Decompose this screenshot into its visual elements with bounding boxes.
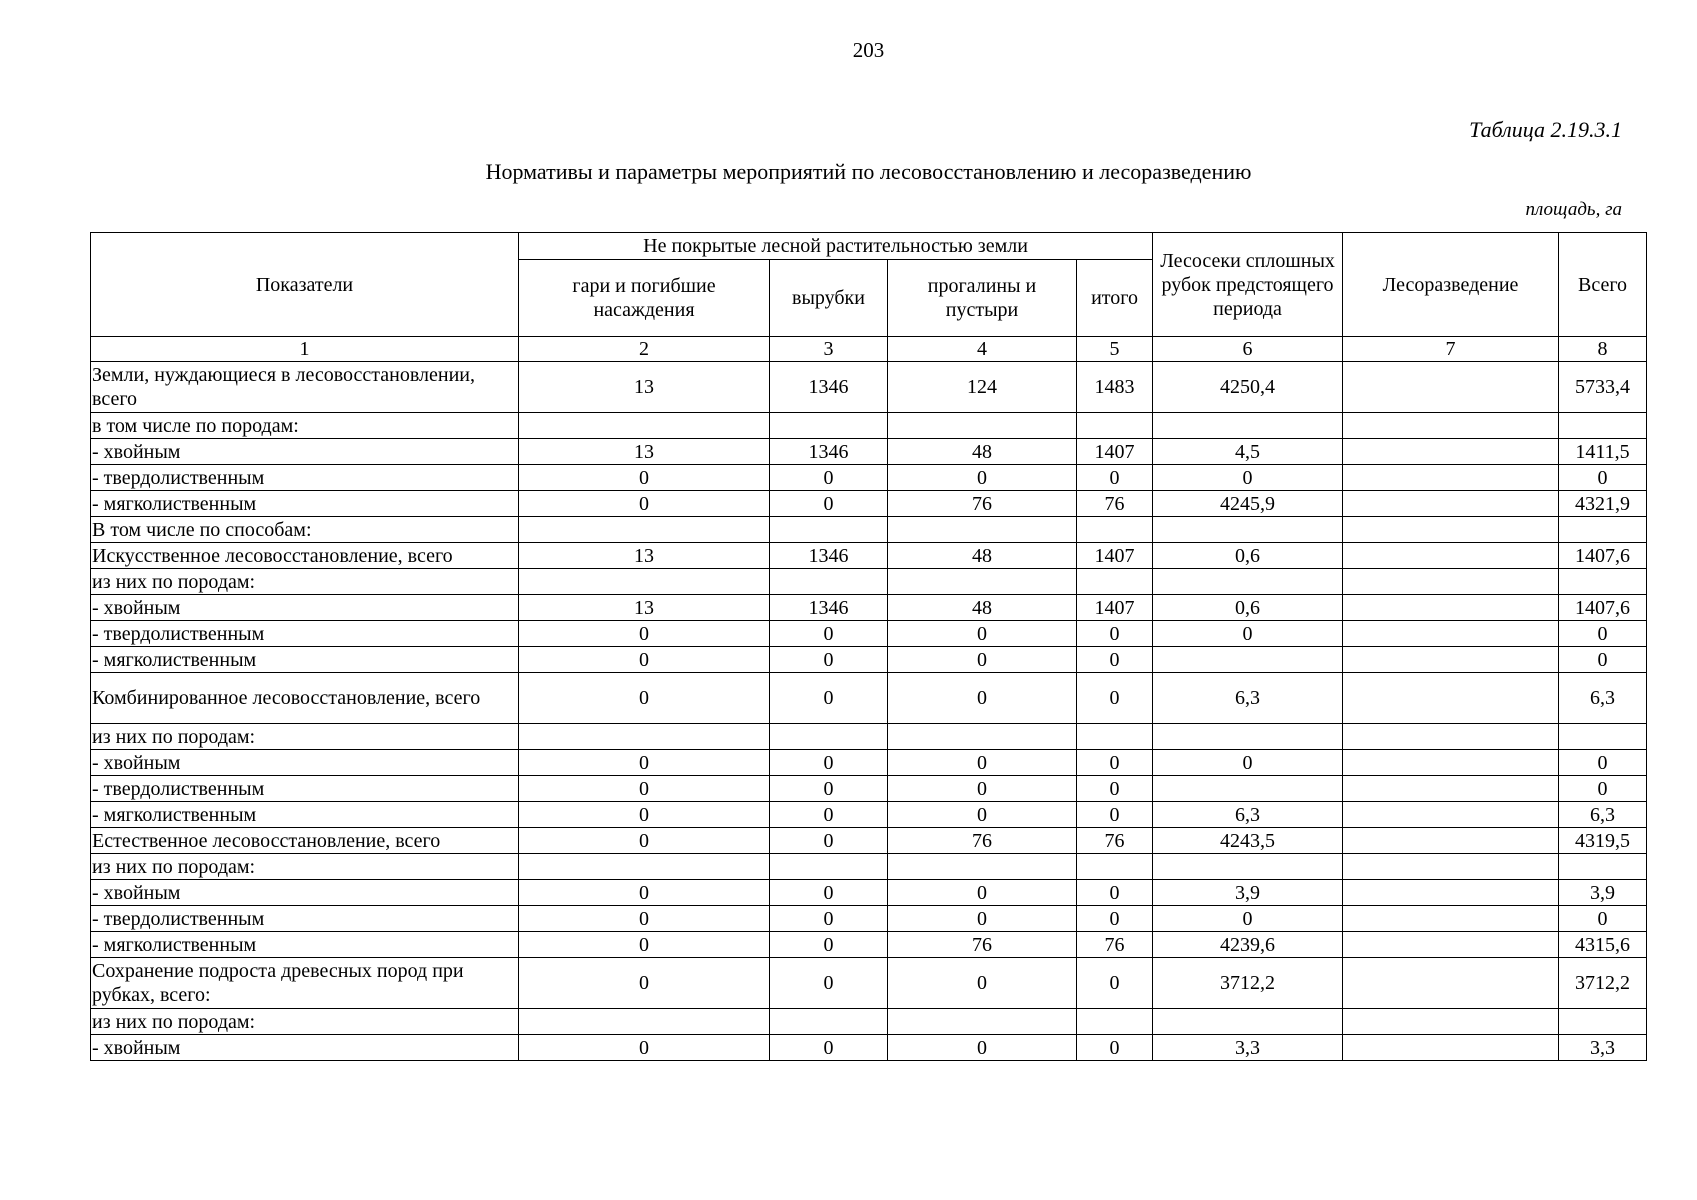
- table-cell: 0: [1077, 958, 1153, 1009]
- table-cell: [1153, 413, 1343, 439]
- table-label: Таблица 2.19.3.1: [1469, 117, 1622, 142]
- table-cell: [519, 1009, 770, 1035]
- table-cell: 0: [519, 906, 770, 932]
- table-row: [91, 750, 1647, 776]
- table-cell: 6,3: [1153, 673, 1343, 724]
- table-cell: [1343, 413, 1559, 439]
- table-cell: 0: [1077, 802, 1153, 828]
- table-cell: 0: [1559, 750, 1647, 776]
- table-cell: 13: [519, 439, 770, 465]
- table-cell: 3712,2: [1153, 958, 1343, 1009]
- table-cell: [1343, 880, 1559, 906]
- table-row: [91, 543, 1647, 569]
- table-cell: 0: [1559, 647, 1647, 673]
- table-cell: 76: [1077, 491, 1153, 517]
- table-cell: 0: [1077, 673, 1153, 724]
- table-cell: 0: [1559, 776, 1647, 802]
- table-cell: 0: [770, 828, 888, 854]
- table-cell: [770, 1009, 888, 1035]
- table-cell: 0: [888, 673, 1077, 724]
- table-cell: [1343, 362, 1559, 413]
- table-cell: 1346: [770, 439, 888, 465]
- table-cell: 0: [1077, 1035, 1153, 1061]
- table-cell: 4250,4: [1153, 362, 1343, 413]
- table-cell: 0: [770, 673, 888, 724]
- row-label: из них по породам:: [91, 724, 519, 750]
- table-cell: 0: [519, 880, 770, 906]
- header-indicators: Показатели: [91, 233, 519, 337]
- table-cell: [1343, 439, 1559, 465]
- table-cell: 13: [519, 595, 770, 621]
- table-cell: 124: [888, 362, 1077, 413]
- table-cell: 0: [1077, 906, 1153, 932]
- table-cell: [1343, 543, 1559, 569]
- table-cell: [519, 569, 770, 595]
- table-cell: 0: [888, 906, 1077, 932]
- row-label: - хвойным: [91, 439, 519, 465]
- table-cell: 48: [888, 543, 1077, 569]
- table-row: [91, 1009, 1647, 1035]
- row-label: - хвойным: [91, 595, 519, 621]
- table-cell: [1343, 517, 1559, 543]
- table-cell: [1343, 491, 1559, 517]
- table-cell: [519, 517, 770, 543]
- table-cell: [1343, 647, 1559, 673]
- table-cell: 4245,9: [1153, 491, 1343, 517]
- header-total: Всего: [1559, 233, 1647, 337]
- table-cell: [1343, 750, 1559, 776]
- table-cell: [1153, 647, 1343, 673]
- table-cell: 1407: [1077, 595, 1153, 621]
- table-row: [91, 828, 1647, 854]
- table-cell: 0: [770, 465, 888, 491]
- table-cell: [1153, 1009, 1343, 1035]
- table-cell: [1153, 724, 1343, 750]
- table-cell: 1346: [770, 362, 888, 413]
- column-number: 1: [91, 337, 519, 362]
- table-cell: 76: [888, 932, 1077, 958]
- table-cell: 3712,2: [1559, 958, 1647, 1009]
- row-label: Комбинированное лесовосстановление, всего: [91, 673, 519, 724]
- row-label: Сохранение подроста древесных пород при рубках, всего:: [91, 958, 519, 1009]
- row-label: - твердолиственным: [91, 465, 519, 491]
- table-cell: [1343, 465, 1559, 491]
- table-cell: 0: [888, 802, 1077, 828]
- row-label: - твердолиственным: [91, 621, 519, 647]
- table-cell: 4319,5: [1559, 828, 1647, 854]
- row-label: - хвойным: [91, 880, 519, 906]
- table-cell: 0: [519, 776, 770, 802]
- table-cell: 76: [888, 828, 1077, 854]
- table-cell: [1559, 724, 1647, 750]
- table-cell: 0: [1559, 621, 1647, 647]
- table-cell: 6,3: [1153, 802, 1343, 828]
- table-row: [91, 647, 1647, 673]
- table-cell: 1346: [770, 543, 888, 569]
- table-cell: [1153, 517, 1343, 543]
- table-cell: [770, 517, 888, 543]
- table-cell: 0,6: [1153, 595, 1343, 621]
- table-row: [91, 724, 1647, 750]
- table-cell: 0: [1153, 465, 1343, 491]
- table-cell: 0: [888, 465, 1077, 491]
- table-row: [91, 776, 1647, 802]
- table-cell: [1343, 854, 1559, 880]
- table-row: [91, 465, 1647, 491]
- table-row: [91, 517, 1647, 543]
- column-number: 2: [519, 337, 770, 362]
- table-cell: 0: [1077, 776, 1153, 802]
- table-cell: 0: [770, 776, 888, 802]
- table-row: [91, 802, 1647, 828]
- row-label: из них по породам:: [91, 854, 519, 880]
- table-cell: 3,9: [1559, 880, 1647, 906]
- table-body: [91, 362, 1647, 1061]
- row-label: - хвойным: [91, 1035, 519, 1061]
- table-cell: [519, 413, 770, 439]
- table-cell: 0: [519, 673, 770, 724]
- table-cell: 1346: [770, 595, 888, 621]
- table-cell: [1077, 724, 1153, 750]
- table-row: [91, 673, 1647, 724]
- table-cell: [519, 854, 770, 880]
- table-cell: 0: [519, 932, 770, 958]
- table-cell: 0: [519, 647, 770, 673]
- table-cell: [888, 413, 1077, 439]
- table-cell: [1077, 854, 1153, 880]
- table-cell: [1343, 958, 1559, 1009]
- table-cell: 0: [1077, 647, 1153, 673]
- table-cell: [770, 854, 888, 880]
- table-cell: [1343, 828, 1559, 854]
- table-cell: [1343, 724, 1559, 750]
- page-number: 203: [852, 38, 885, 62]
- table-cell: 48: [888, 595, 1077, 621]
- table-cell: [888, 724, 1077, 750]
- table-cell: 0: [1153, 621, 1343, 647]
- table-cell: [888, 517, 1077, 543]
- table-cell: [1559, 854, 1647, 880]
- table-cell: [1343, 569, 1559, 595]
- table-cell: [1343, 595, 1559, 621]
- table-cell: 0: [519, 465, 770, 491]
- table-row: [91, 621, 1647, 647]
- table-cell: 4315,6: [1559, 932, 1647, 958]
- table-cell: 0: [770, 906, 888, 932]
- table-cell: 0: [888, 647, 1077, 673]
- table-row: [91, 569, 1647, 595]
- table-cell: 0: [888, 621, 1077, 647]
- row-label: - мягколиственным: [91, 932, 519, 958]
- table-cell: [1077, 413, 1153, 439]
- row-label: В том числе по способам:: [91, 517, 519, 543]
- table-cell: 0: [770, 880, 888, 906]
- table-cell: 0: [1077, 621, 1153, 647]
- table-cell: 0: [519, 828, 770, 854]
- table-cell: 1407: [1077, 543, 1153, 569]
- row-label: из них по породам:: [91, 1009, 519, 1035]
- table-cell: [888, 569, 1077, 595]
- header-cutting-areas: Лесосеки сплошных рубок предстоящего периода: [1153, 233, 1343, 337]
- table-row: [91, 362, 1647, 413]
- table-cell: 0: [888, 1035, 1077, 1061]
- table-cell: [1077, 1009, 1153, 1035]
- table-cell: [1559, 413, 1647, 439]
- header-burns: гари и погибшие насаждения: [519, 260, 770, 337]
- table-cell: 0: [770, 621, 888, 647]
- table-cell: [770, 413, 888, 439]
- table-cell: [1343, 1035, 1559, 1061]
- unit-note: площадь, га: [1525, 199, 1622, 220]
- table-cell: 13: [519, 362, 770, 413]
- row-label: Естественное лесовосстановление, всего: [91, 828, 519, 854]
- row-label: - твердолиственным: [91, 776, 519, 802]
- header-clearings: вырубки: [770, 260, 888, 337]
- table-row: [91, 932, 1647, 958]
- table-cell: 76: [1077, 828, 1153, 854]
- data-table: [90, 232, 1647, 1061]
- table-cell: 0: [888, 958, 1077, 1009]
- table-cell: 0: [1153, 906, 1343, 932]
- column-number: 8: [1559, 337, 1647, 362]
- table-cell: 76: [888, 491, 1077, 517]
- table-cell: 1411,5: [1559, 439, 1647, 465]
- table-cell: 0: [888, 880, 1077, 906]
- header-uncovered-lands: Не покрытые лесной растительностью земли: [519, 233, 1153, 260]
- table-row: [91, 958, 1647, 1009]
- table-cell: [1343, 906, 1559, 932]
- table-cell: 0: [519, 621, 770, 647]
- table-cell: 3,3: [1559, 1035, 1647, 1061]
- table-cell: 0,6: [1153, 543, 1343, 569]
- row-label: в том числе по породам:: [91, 413, 519, 439]
- table-row: [91, 1035, 1647, 1061]
- table-cell: [770, 724, 888, 750]
- table-cell: [1153, 569, 1343, 595]
- row-label: Искусственное лесовосстановление, всего: [91, 543, 519, 569]
- table-cell: 0: [519, 802, 770, 828]
- table-cell: 1407: [1077, 439, 1153, 465]
- header-afforestation: Лесоразведение: [1343, 233, 1559, 337]
- table-row: [91, 880, 1647, 906]
- table-cell: 0: [1559, 465, 1647, 491]
- table-cell: 4,5: [1153, 439, 1343, 465]
- table-cell: 4243,5: [1153, 828, 1343, 854]
- header-glades: прогалины и пустыри: [888, 260, 1077, 337]
- column-number: 4: [888, 337, 1077, 362]
- table-cell: 0: [770, 802, 888, 828]
- table-cell: 6,3: [1559, 802, 1647, 828]
- table-cell: 4321,9: [1559, 491, 1647, 517]
- column-number: 3: [770, 337, 888, 362]
- column-number: 5: [1077, 337, 1153, 362]
- column-number-row: [91, 337, 1647, 362]
- table-cell: 1407,6: [1559, 595, 1647, 621]
- column-number: 6: [1153, 337, 1343, 362]
- table-cell: [770, 569, 888, 595]
- table-cell: 6,3: [1559, 673, 1647, 724]
- table-row: [91, 413, 1647, 439]
- table-row: [91, 854, 1647, 880]
- table-row: [91, 906, 1647, 932]
- document-title: Нормативы и параметры мероприятий по лесовосстановлению и лесоразведению: [485, 159, 1252, 184]
- table-cell: [519, 724, 770, 750]
- table-cell: 48: [888, 439, 1077, 465]
- table-cell: [888, 1009, 1077, 1035]
- table-cell: 3,3: [1153, 1035, 1343, 1061]
- table-cell: [1559, 569, 1647, 595]
- table-cell: [1077, 517, 1153, 543]
- table-cell: 0: [1077, 750, 1153, 776]
- table-cell: 0: [519, 1035, 770, 1061]
- table-cell: 0: [519, 958, 770, 1009]
- row-label: - твердолиственным: [91, 906, 519, 932]
- table-cell: [1343, 1009, 1559, 1035]
- table-cell: [1343, 802, 1559, 828]
- table-cell: 13: [519, 543, 770, 569]
- table-cell: 1483: [1077, 362, 1153, 413]
- row-label: - мягколиственным: [91, 491, 519, 517]
- table-cell: [1343, 621, 1559, 647]
- table-cell: 76: [1077, 932, 1153, 958]
- column-number: 7: [1343, 337, 1559, 362]
- table-cell: 0: [519, 750, 770, 776]
- table-cell: 0: [888, 750, 1077, 776]
- table-cell: 0: [770, 958, 888, 1009]
- table-cell: 0: [770, 491, 888, 517]
- table-cell: [1153, 776, 1343, 802]
- table-row: [91, 439, 1647, 465]
- table-cell: 0: [888, 776, 1077, 802]
- table-cell: [1343, 932, 1559, 958]
- table-cell: [1077, 569, 1153, 595]
- table-row: [91, 491, 1647, 517]
- table-cell: 0: [770, 750, 888, 776]
- header-subtotal: итого: [1077, 260, 1153, 337]
- table-cell: 0: [1077, 465, 1153, 491]
- table-cell: 4239,6: [1153, 932, 1343, 958]
- table-cell: 0: [1153, 750, 1343, 776]
- row-label: - хвойным: [91, 750, 519, 776]
- table-cell: [1559, 517, 1647, 543]
- table-row: [91, 595, 1647, 621]
- table-cell: [1343, 776, 1559, 802]
- row-label: из них по породам:: [91, 569, 519, 595]
- table-cell: 3,9: [1153, 880, 1343, 906]
- table-cell: 0: [770, 1035, 888, 1061]
- table-cell: [1343, 673, 1559, 724]
- table-cell: [888, 854, 1077, 880]
- table-cell: 0: [770, 932, 888, 958]
- table-cell: 0: [770, 647, 888, 673]
- table-cell: 1407,6: [1559, 543, 1647, 569]
- row-label: - мягколиственным: [91, 802, 519, 828]
- table-cell: 0: [1077, 880, 1153, 906]
- row-label: Земли, нуждающиеся в лесовосстановлении, всего: [91, 362, 519, 413]
- table-cell: 5733,4: [1559, 362, 1647, 413]
- row-label: - мягколиственным: [91, 647, 519, 673]
- table-cell: [1559, 1009, 1647, 1035]
- table-cell: [1153, 854, 1343, 880]
- table-cell: 0: [519, 491, 770, 517]
- table-cell: 0: [1559, 906, 1647, 932]
